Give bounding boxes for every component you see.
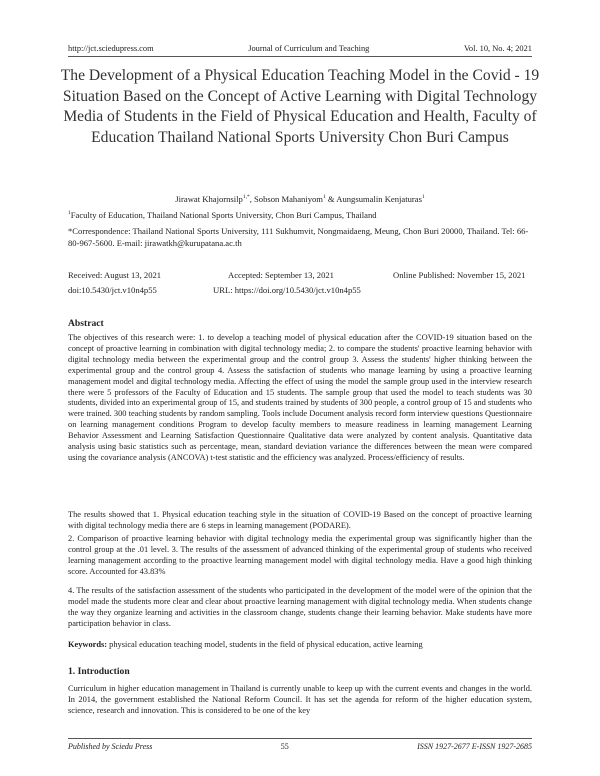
running-footer [68, 738, 532, 751]
abstract-paragraph-4: 4. The results of the satisfaction assessment of the students who participated in the development of the model were of the opinion that the model made the students more clear and clear about proactive learning management with digital technology media. When students change the way they organize learning and activities in the classroom change, students change their learning behavior. Make students have more participation behavior in class. [68, 586, 532, 628]
received-date: Received: August 13, 2021 [68, 270, 162, 280]
author-name: , Sobson Mahaniyom [249, 194, 323, 204]
author-name: Jirawat Khajornsilp [175, 194, 243, 204]
author-superscript: 1,* [242, 194, 250, 201]
journal-volume: Vol. 10, No. 4; 2021 [463, 44, 532, 53]
affiliation [68, 208, 532, 221]
issn: ISSN 1927-2677 E-ISSN 1927-2685 [417, 742, 532, 751]
affiliation-text: Faculty of Education, Thailand National Sports University, Chon Buri Campus, Thailand [70, 209, 377, 220]
abstract-paragraph-1: The objectives of this research were: 1. to develop a teaching model of physical education after the COVID-19 situation based on the concept of proactive learning in combination with digital technology media; 2. to compare the students' proactive learning behavior with digital technology media between the experimental group and the control group 3. Assess the students' higher thinking between the experimental group and the control group 4. Assess the satisfaction of students who manage learning by using a proactive learning management model and digital technology media. Affecting the effect of using the model the sample group used in the interview research there were 5 professors of the Faculty of Education and 15 students. The sample group that used the model to teach students was 30 students, divided into an experimental group of 15, and students trained by students of 300 people, a control group of 15 and students who were trained. 300 teaching students by random sampling. Tools include Document analysis record form interview questions Questionnaire on learning management conditions Program to develop faculty members to measure readiness in learning management Learning Behavior Assessment and Learning Satisfaction Questionnaire Qualitative data were analyzed by content analysis. Quantitative data analysis using basic statistics such as percentage, mean, standard deviation variance the differences between the mean were compared using the covariance analysis (ANCOVA) t-test statistic and the efficiency was analyzed. Process/efficiency of results. [68, 333, 532, 462]
author-superscript: 1 [323, 194, 326, 201]
author-list [68, 194, 532, 204]
journal-url[interactable]: http://jct.sciedupress.com [68, 44, 154, 53]
doi-url[interactable]: URL: https://doi.org/10.5430/jct.v10n4p55 [213, 285, 361, 295]
page-number: 55 [280, 742, 289, 751]
introduction-paragraph: Curriculum in higher education management in Thailand is currently unable to keep up with the current events and changes in the world. In 2014, the government established the National Reform Council. It has set the agenda for reform of the higher education system, science, research and innovation. This is considered to be one of the key [68, 684, 532, 715]
running-header [68, 44, 532, 57]
author-superscript: 1 [421, 194, 425, 201]
publisher: Published by Sciedu Press [68, 742, 153, 751]
correspondence: *Correspondence: Thailand National Sports University, 111 Sukhumvit, Nongmaidaeng, Meung, Chon Buri 20000, Thailand. Tel: 66-80-967-5600. E-mail: jirawatkh@kurupatana.ac.th [68, 226, 529, 248]
publication-dates [68, 268, 525, 298]
keywords-text: physical education teaching model, students in the field of physical education, active learning [107, 640, 423, 649]
introduction-heading: 1. Introduction [68, 666, 130, 677]
abstract-paragraph-2: The results showed that 1. Physical education teaching style in the situation of COVID-19 Based on the concept of proactive learning with digital technology media there are 6 steps in learning management (PODARE). [68, 510, 532, 530]
published-date: Online Published: November 15, 2021 [393, 270, 526, 280]
keywords [68, 640, 532, 649]
abstract-heading: Abstract [68, 318, 104, 329]
paper-title: The Development of a Physical Education Teaching Model in the Covid - 19 Situation Based on the Concept of Active Learning with Digital Technology Media of Students in the Field of Physical Education and Health, Faculty of Education Thailand National Sports University Chon Buri Campus [60, 67, 540, 146]
affiliation-superscript: 1 [68, 210, 71, 216]
keywords-label: Keywords: [68, 640, 108, 649]
abstract-paragraph-3: 2. Comparison of proactive learning behavior with digital technology media the experimental group was significantly higher than the control group at the .01 level. 3. The results of the assessment of advanced thinking of the experimental group of students who received learning management according to the proactive learning management model with digital technology media. Have a good high thinking score. Accounted for 43.83% [68, 534, 532, 576]
accepted-date: Accepted: September 13, 2021 [228, 270, 334, 280]
journal-name: Journal of Curriculum and Teaching [248, 44, 370, 53]
author-name: & Aungsumalin Kenjaturas [325, 194, 422, 204]
doi-text: doi:10.5430/jct.v10n4p55 [68, 285, 157, 295]
